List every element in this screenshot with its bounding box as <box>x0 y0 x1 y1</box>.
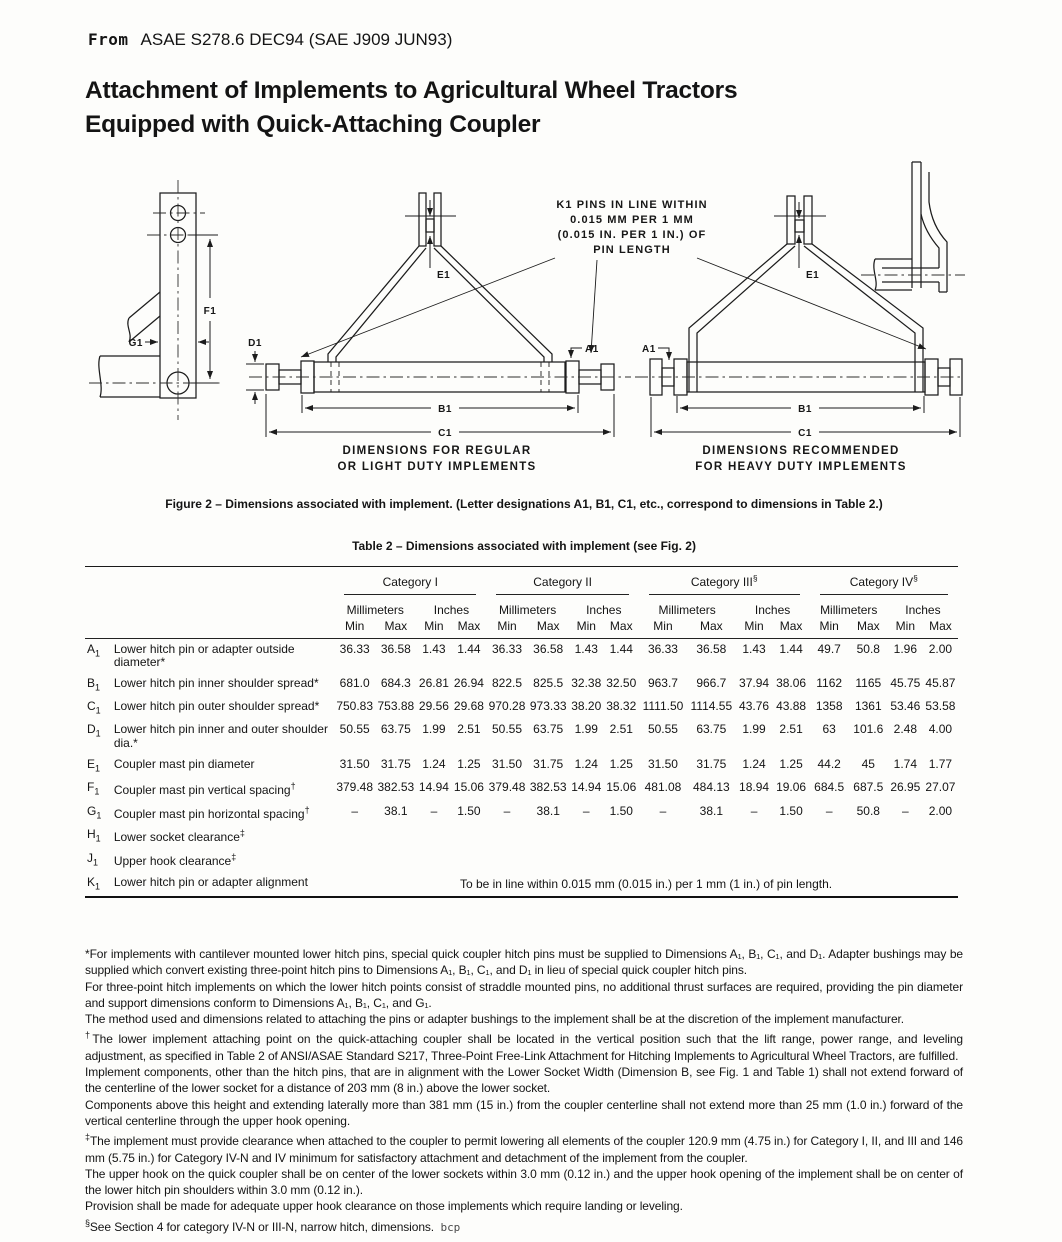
category-header: Category I <box>334 567 486 597</box>
value-cell: 1.44 <box>457 641 481 656</box>
value-cell: 1.25 <box>609 756 633 771</box>
minmax-header: Min <box>334 618 375 639</box>
row-symbol: $C_1$ <box>87 699 101 716</box>
dim-label-f1: F1 <box>203 306 217 317</box>
value-cell: 1.43 <box>742 641 766 656</box>
table-row <box>85 801 958 825</box>
light-duty-caption-1: DIMENSIONS FOR REGULAR <box>342 445 532 457</box>
row-symbol: $D_1$ <box>87 721 101 739</box>
heavy-duty-frame <box>650 196 962 395</box>
document-title <box>85 74 737 142</box>
value-cell: 38.1 <box>384 803 408 818</box>
category-header-row <box>85 567 958 597</box>
value-cell: 970.28 <box>488 699 526 714</box>
minmax-header: Max <box>849 618 888 639</box>
row-symbol: $J_1$ <box>87 851 99 868</box>
value-cell: 63.75 <box>696 721 727 736</box>
category-header: Category IV§ <box>810 567 958 597</box>
value-cell: 26.81 <box>418 676 449 691</box>
value-cell: 50.55 <box>339 721 370 736</box>
value-cell: 1.43 <box>574 641 598 656</box>
value-cell: 19.06 <box>776 779 807 794</box>
figure-caption: Figure 2 – Dimensions associated with implement. (Letter designations A1, B1, C1, etc., correspond to dimensions in Table 2.) <box>165 497 883 511</box>
value-cell: 1.24 <box>422 756 446 771</box>
value-cell: – <box>825 803 833 818</box>
value-cell: 1.43 <box>422 641 446 656</box>
value-cell: 825.5 <box>533 676 564 691</box>
value-cell: 31.50 <box>492 756 523 771</box>
empty-cell <box>334 849 958 873</box>
table-row <box>85 849 958 873</box>
value-cell: 31.50 <box>339 756 370 771</box>
value-cell: 379.48 <box>488 779 526 794</box>
value-cell: 36.33 <box>647 641 678 656</box>
value-cell: 14.94 <box>418 779 449 794</box>
value-cell: 49.7 <box>817 641 841 656</box>
title-line-2: Equipped with Quick-Attaching Coupler <box>85 110 541 138</box>
row-description: Lower hitch pin or adapter outside diameter* <box>113 641 295 670</box>
light-duty-frame <box>266 193 614 393</box>
minmax-header: Min <box>416 618 451 639</box>
figure-2-drawing <box>85 156 965 486</box>
value-cell: 44.2 <box>817 756 841 771</box>
row-description: Coupler mast pin diameter <box>113 756 255 771</box>
value-cell: – <box>430 803 438 818</box>
footnotes <box>85 946 963 1236</box>
table-row <box>85 719 958 754</box>
minmax-header: Min <box>569 618 604 639</box>
value-cell: 15.06 <box>606 779 637 794</box>
value-cell: 822.5 <box>492 676 523 691</box>
row-description: Upper hook clearance‡ <box>113 852 237 869</box>
value-cell: 1.74 <box>893 756 918 771</box>
table-row <box>85 754 958 777</box>
value-cell: 379.48 <box>336 779 374 794</box>
row-description: Lower hitch pin inner and outer shoulder dia.* <box>113 721 328 750</box>
table-row <box>85 674 958 697</box>
unit-header-row <box>85 596 958 618</box>
dim-label-b1-mid: B1 <box>438 404 452 415</box>
value-cell: 63.75 <box>533 721 564 736</box>
value-cell: 32.50 <box>606 676 637 691</box>
footnote: For three-point hitch implements on which the lower hitch points consist of straddle mounted pins, no additional thrust surfaces are required, providing the pin diameter and support dimensions conform to Dimensions A₁, B₁, C₁, and G₁. <box>85 979 963 1010</box>
unit-header: Millimeters <box>498 603 557 617</box>
value-cell: 1.50 <box>779 803 803 818</box>
value-cell: 1114.55 <box>690 699 733 714</box>
value-cell: 43.76 <box>739 699 770 714</box>
value-cell: 2.00 <box>928 803 953 818</box>
value-cell: 50.8 <box>856 803 880 818</box>
table-row <box>85 825 958 849</box>
source-reference <box>88 30 452 50</box>
value-cell: 753.88 <box>377 699 415 714</box>
minmax-header: Max <box>528 618 569 639</box>
dim-label-g1: G1 <box>128 338 143 349</box>
value-cell: 684.5 <box>814 779 845 794</box>
value-cell: – <box>659 803 667 818</box>
footnote: The method used and dimensions related to attaching the pins or adapter bushings to the implement shall be at the discretion of the implement manufacturer. <box>85 1012 904 1027</box>
value-cell: 36.33 <box>492 641 523 656</box>
footnote: Components above this height and extending laterally more than 381 mm (15 in.) from the coupler centerline shall not extend more than 25 mm (1.0 in.) forward of the vertical centerline through the upper hook opening. <box>85 1097 963 1128</box>
unit-header: Millimeters <box>820 603 878 617</box>
footnote: Implement components, other than the hitch pins, that are in alignment with the Lower Socket Width (Dimension B, see Fig. 1 and Table 1) shall not extend forward of the centerline of the lower socket for a distance of 203 mm (8 in.) above the lower socket. <box>85 1065 963 1096</box>
from-label: From <box>88 30 129 49</box>
dim-label-e1-right: E1 <box>806 270 820 281</box>
value-cell: 4.00 <box>928 721 953 736</box>
value-cell: 484.13 <box>692 779 730 794</box>
dim-label-a1-right: A1 <box>642 344 656 355</box>
value-cell: 684.3 <box>380 676 411 691</box>
value-cell: 1.99 <box>574 721 598 736</box>
value-cell: 1.96 <box>893 641 918 656</box>
value-cell: 1.50 <box>457 803 481 818</box>
value-cell: 1.99 <box>742 721 766 736</box>
value-cell: 966.7 <box>696 676 727 691</box>
value-cell: 1.50 <box>609 803 633 818</box>
value-cell: 1.44 <box>609 641 633 656</box>
row-description: Coupler mast pin horizontal spacing† <box>113 804 310 821</box>
value-cell: 50.55 <box>492 721 523 736</box>
row-symbol: $A_1$ <box>87 641 101 658</box>
standard-reference: ASAE S278.6 DEC94 (SAE J909 JUN93) <box>140 30 453 49</box>
heavy-duty-caption-1: DIMENSIONS RECOMMENDED <box>702 445 900 457</box>
value-cell: 1.77 <box>928 756 953 771</box>
dim-label-b1-right: B1 <box>798 404 812 415</box>
row-description: Lower hitch pin inner shoulder spread* <box>113 676 319 691</box>
table-title: Table 2 – Dimensions associated with implement (see Fig. 2) <box>352 539 696 553</box>
value-cell: 18.94 <box>739 779 770 794</box>
empty-cell <box>334 825 958 849</box>
value-cell: – <box>750 803 758 818</box>
value-cell: 382.53 <box>529 779 567 794</box>
table-row <box>85 873 958 897</box>
typesetter-mark: bcp <box>434 1220 461 1234</box>
value-cell: 1165 <box>855 676 882 691</box>
k1-leader-lines <box>301 258 926 357</box>
value-cell: 382.53 <box>377 779 415 794</box>
value-cell: 38.32 <box>606 699 637 714</box>
value-cell: 36.33 <box>339 641 370 656</box>
minmax-header: Min <box>486 618 527 639</box>
minmax-header: Max <box>773 618 810 639</box>
value-cell: 973.33 <box>529 699 567 714</box>
minmax-header: Min <box>736 618 773 639</box>
value-cell: 1.24 <box>742 756 766 771</box>
row-description: Lower hitch pin outer shoulder spread* <box>113 699 320 714</box>
minmax-header: Max <box>375 618 416 639</box>
minmax-header-row <box>85 618 958 639</box>
table-row <box>85 777 958 801</box>
value-cell: 31.50 <box>647 756 678 771</box>
row-symbol: $H_1$ <box>87 827 101 844</box>
dim-label-e1-mid: E1 <box>437 270 451 281</box>
row-symbol: $E_1$ <box>87 756 101 774</box>
value-cell: 31.75 <box>533 756 564 771</box>
dim-label-a1-mid: A1 <box>585 344 599 355</box>
dim-label-d1: D1 <box>248 338 262 349</box>
value-cell: 43.88 <box>776 699 807 714</box>
value-cell: 1.44 <box>779 641 803 656</box>
value-cell: – <box>503 803 511 818</box>
bracket-detail <box>874 162 947 292</box>
value-cell: 15.06 <box>453 779 484 794</box>
unit-header: Inches <box>754 603 791 617</box>
value-cell: 26.95 <box>890 779 921 794</box>
value-cell: 31.75 <box>380 756 411 771</box>
k1-note-line4: PIN LENGTH <box>593 244 671 256</box>
value-cell: – <box>582 803 590 818</box>
footnote: *For implements with cantilever mounted lower hitch pins, special quick coupler hitch pins must be supplied to Dimensions A₁, B₁, C₁, and D₁. Adapter bushings may be supplied which convert existing three-point hitch pins to Dimensions A₁, B₁, C₁, and D₁ in lieu of special quick coupler hitch pins. <box>85 947 963 978</box>
value-cell: 38.06 <box>776 676 807 691</box>
value-cell: 26.94 <box>453 676 484 691</box>
dim-label-c1-right: C1 <box>798 428 812 439</box>
footnote: The upper hook on the quick coupler shall be on center of the lower sockets within 3.0 mm (0.12 in.) and the upper hook opening of the implement shall be on center of the lower hitch pin shoulders within 3.0 mm (0.12 in.). <box>85 1166 963 1198</box>
value-cell: 36.58 <box>533 641 564 656</box>
mast-side-view <box>99 193 196 398</box>
value-cell: 31.75 <box>696 756 727 771</box>
value-cell: 2.48 <box>893 721 918 736</box>
unit-header: Inches <box>433 603 470 617</box>
footnote: ‡The implement must provide clearance when attached to the coupler to permit lowering all elements of the coupler 120.9 mm (4.75 in.) for Category I, II, and III and 146 mm (5.75 in.) for Category IV-N and IV minimum for satisfactory attachment and detachment of the implement from the coupler. <box>85 1132 964 1165</box>
minmax-header: Max <box>604 618 639 639</box>
value-cell: 1111.50 <box>642 699 684 714</box>
value-cell: 36.58 <box>380 641 411 656</box>
minmax-header: Max <box>687 618 735 639</box>
value-cell: 1358 <box>815 699 843 714</box>
value-cell: 1361 <box>854 699 882 714</box>
value-cell: 101.6 <box>853 721 884 736</box>
value-cell: 2.51 <box>457 721 481 736</box>
value-cell: 963.7 <box>647 676 678 691</box>
unit-header: Inches <box>905 603 941 617</box>
value-cell: 38.1 <box>699 803 723 818</box>
value-cell: 750.83 <box>336 699 374 714</box>
centerlines-left <box>89 180 221 420</box>
row-symbol: $F_1$ <box>87 779 100 796</box>
unit-header: Millimeters <box>346 603 404 617</box>
light-duty-caption-2: OR LIGHT DUTY IMPLEMENTS <box>337 461 537 473</box>
value-cell: 36.58 <box>696 641 727 656</box>
value-cell: 50.55 <box>647 721 678 736</box>
heavy-duty-caption-2: FOR HEAVY DUTY IMPLEMENTS <box>695 461 907 473</box>
minmax-header: Max <box>923 618 958 639</box>
category-header: Category II <box>486 567 638 597</box>
row-symbol: $G_1$ <box>87 803 102 820</box>
row-description: Lower hitch pin or adapter alignment <box>113 875 308 890</box>
table-body <box>85 639 958 897</box>
value-cell: – <box>351 803 358 818</box>
value-cell: 63.75 <box>380 721 411 736</box>
unit-header: Millimeters <box>658 603 716 617</box>
k1-note-line2: 0.015 MM PER 1 MM <box>570 214 694 226</box>
value-cell: 14.94 <box>571 779 602 794</box>
k1-note-line3: (0.015 IN. PER 1 IN.) OF <box>557 229 707 241</box>
k1-note-line1: K1 PINS IN LINE WITHIN <box>556 199 708 211</box>
table-row <box>85 639 958 674</box>
row-description: Lower socket clearance‡ <box>113 828 245 845</box>
dim-label-c1-mid: C1 <box>438 428 452 439</box>
row-description: Coupler mast pin vertical spacing† <box>113 780 296 797</box>
value-cell: 2.51 <box>609 721 633 736</box>
value-cell: – <box>901 803 909 818</box>
value-cell: 1.24 <box>574 756 598 771</box>
unit-header: Inches <box>586 603 622 617</box>
value-cell: 29.56 <box>418 699 449 714</box>
category-header: Category III§ <box>639 567 810 597</box>
value-cell: 53.58 <box>925 699 956 714</box>
value-cell: 1.99 <box>422 721 446 736</box>
value-cell: 38.1 <box>536 803 560 818</box>
value-cell: 37.94 <box>739 676 770 691</box>
value-cell: 687.5 <box>853 779 884 794</box>
value-cell: 681.0 <box>339 676 370 691</box>
minmax-header: Min <box>639 618 687 639</box>
value-cell: 481.08 <box>644 779 682 794</box>
dimensions-table <box>85 566 958 898</box>
value-cell: 1.25 <box>779 756 803 771</box>
value-cell: 1.25 <box>457 756 481 771</box>
footnote: §See Section 4 for category IV-N or III-N, narrow hitch, dimensions. bcp <box>85 1217 461 1234</box>
value-cell: 38.20 <box>571 699 602 714</box>
value-cell: 63 <box>822 721 836 736</box>
value-cell: 45.87 <box>925 676 956 691</box>
title-line-1: Attachment of Implements to Agricultural Wheel Tractors <box>85 77 738 104</box>
minmax-header: Min <box>810 618 849 639</box>
minmax-header: Min <box>888 618 923 639</box>
value-cell: 1162 <box>816 676 843 691</box>
value-cell: 45.75 <box>890 676 921 691</box>
value-cell: 50.8 <box>856 641 880 656</box>
value-cell: 29.68 <box>453 699 484 714</box>
row-span-note: To be in line within 0.015 mm (0.015 in.) per 1 mm (1 in.) of pin length. <box>459 876 833 891</box>
footnote: †The lower implement attaching point on the quick-attaching coupler shall be located in the vertical position such that the lift range, power range, and leveling adjustment, as specified in Table 2 of ANSI/ASAE Standard S217, Three-Point Free-Link Attachment for Hitching Implements to Agricultural Wheel Tractors, are fulfilled. <box>85 1030 963 1063</box>
value-cell: 32.38 <box>571 676 602 691</box>
minmax-header: Max <box>451 618 486 639</box>
row-symbol: $K_1$ <box>87 875 101 892</box>
value-cell: 2.51 <box>779 721 803 736</box>
table-row <box>85 697 958 720</box>
value-cell: 2.00 <box>928 641 953 656</box>
value-cell: 53.46 <box>890 699 921 714</box>
value-cell: 45 <box>861 756 875 771</box>
value-cell: 27.07 <box>925 779 956 794</box>
footnote: Provision shall be made for adequate upper hook clearance on those implements which require landing or leveling. <box>85 1199 683 1214</box>
row-symbol: $B_1$ <box>87 676 101 693</box>
